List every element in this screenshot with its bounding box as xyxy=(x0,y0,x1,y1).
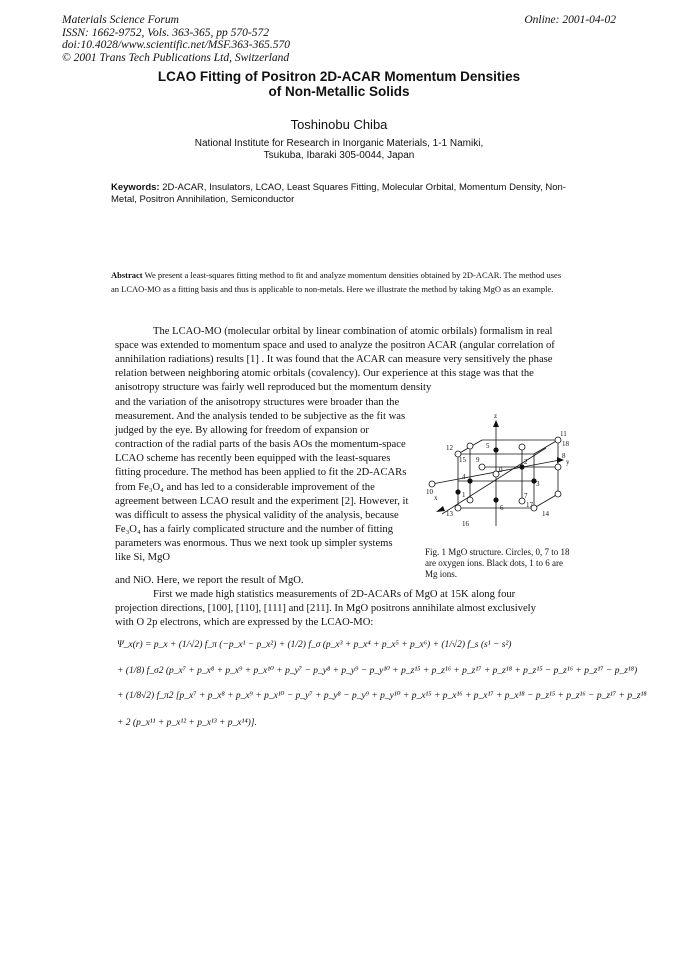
oxygen-ion-10 xyxy=(429,481,435,487)
ion-label-6: 6 xyxy=(500,504,504,512)
ion-label-2: 2 xyxy=(524,458,528,466)
abstract-text: We present a least-squares fitting method to fit and analyze momentum densities obtained by 2D-ACAR. The method uses an LCAO-MO as a fitting basis and thus is applicable to non-metals. Here we illustrate the method by taking MgO as an example. xyxy=(111,270,562,294)
ion-label-13: 13 xyxy=(446,510,453,518)
ion-label-9: 9 xyxy=(476,456,480,464)
ion-label-8: 8 xyxy=(562,452,566,460)
equation-line-3: + (1/8√2) f_π2 [p_x⁷ + p_x⁸ + p_x⁹ + p_x¹⁰ − p_y⁷ + p_y⁸ − p_y⁹ + p_y¹⁰ + p_x¹⁵ + p_x¹⁶ + p_x¹⁷ + p_x¹⁸ − p_z¹⁵ + p_z¹⁶ − p_z¹⁷ + p_z¹⁸ xyxy=(117,691,647,701)
doi-line: doi:10.4028/www.scientific.net/MSF.363-365.570 xyxy=(62,39,290,51)
title-line-2: of Non-Metallic Solids xyxy=(268,84,410,99)
axis-label-z: z xyxy=(494,412,498,420)
ion-label-0: 0 xyxy=(499,466,503,474)
oxygen-ion-17 xyxy=(519,444,525,450)
keywords-label: Keywords: xyxy=(111,182,160,193)
x-axis-arrow xyxy=(436,506,445,512)
copyright-line: © 2001 Trans Tech Publications Ltd, Switzerland xyxy=(62,51,290,64)
oxygen-ion-8 xyxy=(555,464,561,470)
equation-line-1: Ψ_x(r) = p_x + (1/√2) f_π (−p_x¹ − p_x²) + (1/2) f_σ (p_x³ + p_x⁴ + p_x⁵ + p_x⁶) + (1/√2) f_s (s¹ − s²) xyxy=(117,640,512,650)
figure-caption: Fig. 1 MgO structure. Circles, 0, 7 to 18 are oxygen ions. Black dots, 1 to 6 are Mg ions. xyxy=(425,547,570,579)
ion-label-5: 5 xyxy=(486,442,490,450)
ion-label-7: 7 xyxy=(524,492,528,500)
z-axis-arrow xyxy=(493,420,499,427)
ion-label-17: 17 xyxy=(526,501,533,509)
oxygen-ion-16 xyxy=(455,505,461,511)
affiliation-line-1: National Institute for Research in Inorganic Materials, 1-1 Namiki, xyxy=(194,138,484,149)
ion-label-1: 1 xyxy=(462,491,466,499)
title-line-1: LCAO Fitting of Positron 2D-ACAR Momentum Densities xyxy=(157,69,521,84)
mg-ion-6 xyxy=(493,497,498,502)
issn-line: ISSN: 1662-9752, Vols. 363-365, pp 570-572 xyxy=(62,26,269,39)
ion-label-12: 12 xyxy=(446,444,453,452)
author-name: Toshinobu Chiba xyxy=(290,117,388,132)
paragraph-1-full: The LCAO-MO (molecular orbital by linear combination of atomic orbilals) formalism in real space was extended to momentum space and used to analyze the positron ACAR (angular correlation of annihilation radiations) results [1] . It was found that the ACAR can measure very sensitively the phase relation between neighboring atomic orbitals (covalency). Our experience at this stage was that the anisotropy structure was fairly well reproduced but the momentum density xyxy=(115,326,555,394)
axis-label-y: y xyxy=(566,458,570,466)
abstract-label: Abstract xyxy=(111,270,143,280)
ion-label-16: 16 xyxy=(462,520,469,528)
ion-label-10: 10 xyxy=(426,488,433,496)
mg-ion-5 xyxy=(493,447,498,452)
abstract xyxy=(111,268,571,296)
mg-ion-1 xyxy=(455,489,460,494)
affiliation xyxy=(100,138,578,162)
paragraph-2: First we made high statistics measurements of 2D-ACARs of MgO at 15K along four projection directions, [100], [110], [111] and [211]. In MgO positrons annihilate almost exclusively with O 2p electrons, which are expressed by the LCAO-MO: xyxy=(115,589,536,629)
ion-label-15: 15 xyxy=(459,456,466,464)
oxygen-ion-11 xyxy=(555,491,561,497)
oxygen-ion-13 xyxy=(467,497,473,503)
keywords xyxy=(111,182,581,205)
equation-line-2: + (1/8) f_σ2 (p_x⁷ + p_x⁸ + p_x⁹ + p_x¹⁰ + p_y⁷ − p_y⁸ + p_y⁹ − p_y¹⁰ + p_z¹⁵ + p_z¹⁶ + p_z¹⁷ + p_z¹⁸ + p_z¹⁵ − p_z¹⁶ + p_z¹⁷ − p_z¹⁸) xyxy=(117,666,638,676)
equation-line-4: + 2 (p_x¹¹ + p_x¹² + p_x¹³ + p_x¹⁴)]. xyxy=(117,718,257,728)
ion-label-4: 4 xyxy=(462,473,466,481)
paper-title xyxy=(100,69,578,99)
paragraph-1-tail: and NiO. Here, we report the result of MgO. xyxy=(115,575,304,586)
ion-label-18: 18 xyxy=(562,440,569,448)
journal-header xyxy=(62,14,290,64)
mg-ion-4 xyxy=(467,478,472,483)
axis-label-x: x xyxy=(434,494,438,502)
oxygen-ion-15 xyxy=(467,443,473,449)
oxygen-ion-9 xyxy=(479,464,485,470)
affiliation-line-2: Tsukuba, Ibaraki 305-0044, Japan xyxy=(263,150,415,161)
online-date: Online: 2001-04-02 xyxy=(524,14,616,26)
ion-label-11: 11 xyxy=(560,430,567,438)
mgo-structure-figure xyxy=(412,410,572,534)
paragraph-1-left-column: and the variation of the anisotropy structures were broader than the measurement. And the analysis tended to be subjective as the fit was judged by the eye. By allowing for freedom of expansion or contraction of the radial parts of the basis AOs the momentum-space LCAO scheme has recently been equipped with the least-squares fitting procedure. The method has been applied to fit the 2D-ACARs from Fe₃O₄ and has led to a considerable improvement of the agreement between LCAO result and the experiment [2]. However, it was difficult to assess the physical validity of the analysis, because Fe₃O₄ has a fairly complicated structure and the number of fitting parameters was enormous. Thus we next took up simpler systems like Si, MgO xyxy=(115,397,409,564)
ion-label-3: 3 xyxy=(536,480,540,488)
journal-name: Materials Science Forum xyxy=(62,14,179,26)
keywords-text: 2D-ACAR, Insulators, LCAO, Least Squares Fitting, Molecular Orbital, Momentum Density, Non-Metal, Positron Annihilation, Semiconductor xyxy=(111,182,566,205)
ion-label-14: 14 xyxy=(542,510,549,518)
